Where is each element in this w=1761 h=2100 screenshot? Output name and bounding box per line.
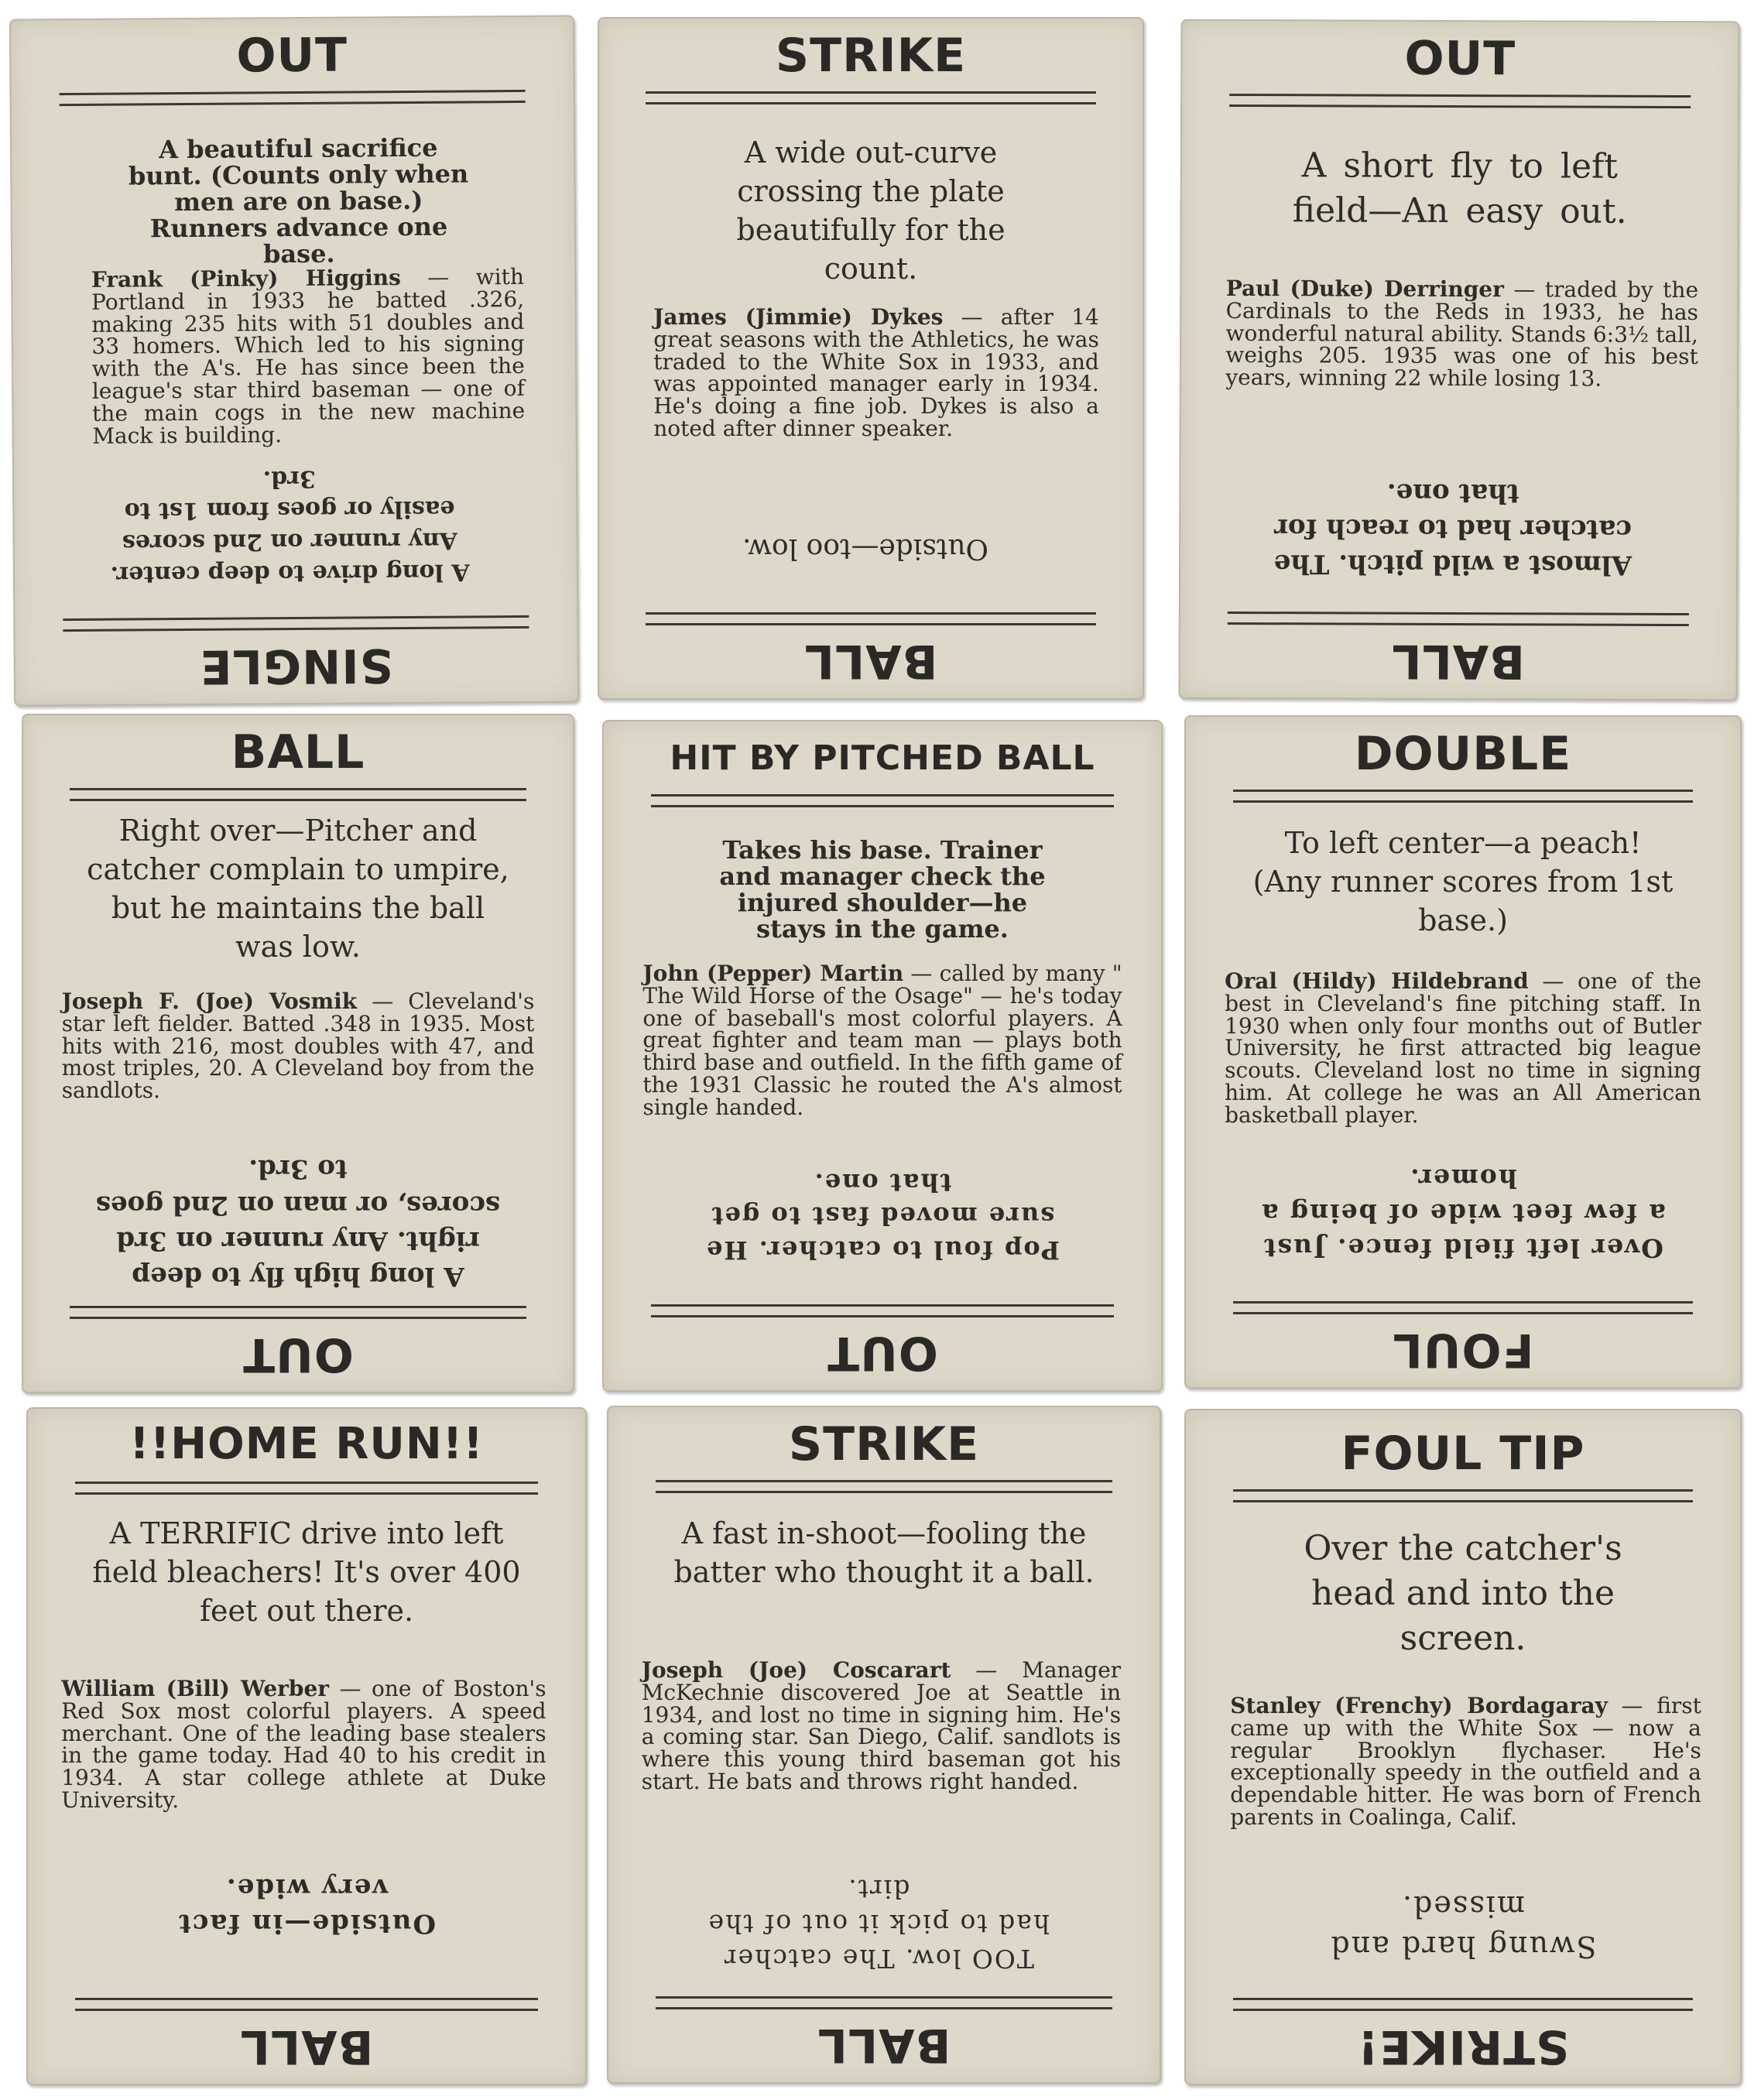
player-bio-text: — Manager McKechnie discovered Joe at Seattle in 1934, and lost no time in signing him. He's a coming star. San Diego, Calif. sandlots is where this young third baseman got his start. He bats and throws right handed. — [641, 1657, 1122, 1795]
player-bio-text: — one of Boston's Red Sox most colorful players. A speed merchant. One of the leading base stealers in the game today. Had 40 to his credit in 1934. A star college athlete at Duke University. — [61, 1676, 546, 1814]
card-coscarart — [607, 1406, 1161, 2084]
card-description: A fast in-shoot—fooling the batter who thought it a ball. — [673, 1516, 1095, 1590]
card-result-top: BALL — [231, 725, 365, 779]
card-bottom-half — [1186, 1747, 1740, 2084]
card-description: A beautiful sacrifice bunt. (Counts only when men are on base.) Runners advance one base. — [128, 132, 469, 269]
player-bio-text: — one of the best in Cleveland's fine pitching staff. In 1930 when only four months out of Butler University, he first attracted big league scouts. Cleveland lost no time in signing him. At college he was an All American basketball player. — [1225, 968, 1701, 1128]
card-description: To left center—a peach! (Any runner scores from 1st base.) — [1252, 826, 1674, 938]
player-name: James (Jimmie) Dykes — [653, 304, 944, 330]
card-bottom-half — [28, 1746, 585, 2084]
card-bottom-half — [599, 358, 1143, 698]
card-result-bottom: STRIKE! — [1356, 2019, 1570, 2074]
card-bottom-half — [13, 358, 577, 704]
player-name: Stanley (Frenchy) Bordagaray — [1230, 1693, 1608, 1718]
divider-rule — [1229, 94, 1691, 108]
player-bio-text: — traded by the Cardinals to the Reds in 1933, he has wonderful natural ability. Stands 6:3½ tall, weighs 205. 1935 was one of his best years, winning 22 while losing 13. — [1225, 276, 1699, 392]
card-result-top: OUT — [1404, 31, 1516, 87]
card-bordagaray — [1184, 1409, 1742, 2085]
divider-rule — [1233, 790, 1693, 803]
card-bottom-half — [1186, 1052, 1740, 1387]
player-name: William (Bill) Werber — [61, 1676, 330, 1701]
card-result-top: FOUL TIP — [1341, 1427, 1585, 1481]
player-name: Frank (Pinky) Higgins — [91, 265, 401, 293]
divider-rule — [656, 1480, 1113, 1493]
divider-rule — [1233, 1301, 1693, 1314]
bottom-description: Outside—in fact very wide. — [176, 1872, 437, 1939]
player-name: John (Pepper) Martin — [642, 961, 904, 986]
card-higgins — [9, 15, 579, 706]
card-result-top: STRIKE — [775, 29, 967, 83]
card-bottom-half — [1180, 359, 1737, 700]
divider-rule — [1228, 612, 1689, 626]
divider-rule — [63, 615, 529, 632]
card-derringer — [1178, 19, 1739, 701]
divider-rule — [70, 788, 526, 801]
card-bottom-half — [23, 1053, 573, 1392]
bottom-description: Swung hard and missed. — [1329, 1889, 1597, 1964]
bottom-description: Outside—too low. — [742, 533, 988, 564]
card-description: A TERRIFIC drive into left field bleachers! It's over 400 feet out there. — [92, 1516, 521, 1629]
card-result-top: HIT BY PITCHED BALL — [670, 738, 1095, 778]
bottom-description: TOO low. The catcher had to pick it out of the dirt. — [707, 1874, 1050, 1974]
card-result-top: STRIKE — [788, 1417, 980, 1471]
bottom-description: Almost a wild pitch. The catcher had to reach for that one. — [1273, 477, 1633, 581]
card-martin — [602, 720, 1163, 1392]
bottom-description: A long high fly to deep right. Any runner on 3rd scores, or man on 2nd goes to 3rd. — [95, 1153, 501, 1292]
card-result-bottom: OUT — [242, 1327, 354, 1382]
divider-rule — [59, 90, 526, 106]
player-bio-text: — called by many " The Wild Horse of the Osage" — he's today one of baseball's most colorful players. A great fighter and team man — plays both third base and outfield. In the fifth game of the 1931 Classic he routed the A's almost single handed. — [642, 961, 1122, 1120]
divider-rule — [1233, 1998, 1693, 2011]
card-hildebrand — [1184, 715, 1742, 1389]
card-vosmik — [22, 714, 574, 1393]
card-description: A wide out-curve crossing the plate beautifully for the count. — [736, 135, 1006, 286]
card-description: Over the catcher's head and into the screen. — [1304, 1529, 1622, 1659]
card-result-bottom: BALL — [817, 2018, 951, 2072]
card-description: Right over—Pitcher and catcher complain to umpire, but he maintains the ball was low. — [87, 814, 509, 964]
card-result-bottom: BALL — [1391, 633, 1526, 689]
divider-rule — [1233, 1489, 1693, 1502]
player-bio-text: — after 14 great seasons with the Athletics, he was traded to the White Sox in 1933, and was appointed manager early in 1934. He's doing a fine job. Dykes is also a noted after dinner speaker. — [653, 304, 1099, 442]
player-name: Joseph (Joe) Coscarart — [641, 1657, 951, 1683]
card-result-bottom: OUT — [827, 1326, 938, 1380]
bottom-description: Over left field fence. Just a few feet wide of being a homer. — [1260, 1163, 1666, 1263]
card-description: A short fly to left field—An easy out. — [1292, 146, 1627, 231]
card-result-bottom: FOUL — [1392, 1323, 1534, 1377]
card-result-top: OUT — [236, 28, 348, 84]
card-werber — [26, 1407, 587, 2085]
card-result-bottom: BALL — [803, 634, 938, 688]
player-name: Joseph F. (Joe) Vosmik — [61, 988, 358, 1014]
divider-rule — [656, 1996, 1113, 2009]
divider-rule — [70, 1306, 526, 1319]
player-bio-text: — with Portland in 1933 he batted .326, making 235 hits with 51 doubles and 33 homers. Which led to his signing with the A's. He has since been the league's star third baseman — one of the main cogs in the new machine Mack is building. — [91, 263, 526, 449]
divider-rule — [646, 91, 1097, 104]
card-description: Takes his base. Trainer and manager check the injured shoulder—he stays in the game. — [719, 835, 1046, 944]
divider-rule — [651, 794, 1114, 807]
card-dykes — [598, 17, 1144, 700]
card-bottom-half — [608, 1745, 1160, 2082]
player-bio-text: — Cleveland's star left fielder. Batted .348 in 1935. Most hits with 216, most doubles with 47, and most triples, 20. A Cleveland boy from the sandlots. — [61, 988, 535, 1104]
card-result-bottom: BALL — [239, 2019, 374, 2074]
bottom-description: Pop foul to catcher. He sure moved fast to get that one. — [705, 1167, 1060, 1265]
card-result-top: DOUBLE — [1354, 727, 1572, 781]
divider-rule — [75, 1998, 538, 2011]
card-result-bottom: SINGLE — [199, 638, 394, 694]
divider-rule — [651, 1304, 1114, 1317]
player-name: Paul (Duke) Derringer — [1225, 275, 1504, 303]
card-result-top: !!HOME RUN!! — [129, 1419, 484, 1469]
card-bottom-half — [604, 1056, 1161, 1390]
divider-rule — [75, 1482, 538, 1495]
player-bio-text: — first came up with the White Sox — now a regular Brooklyn flychaser. He's exceptionally speedy in the outfield and a dependable hitter. He was born of French parents in Coalinga, Calif. — [1230, 1693, 1701, 1831]
bottom-description: A long drive to deep center. Any runner on 2nd scores easily or goes from 1st to 3rd. — [110, 464, 470, 588]
divider-rule — [646, 612, 1097, 625]
player-name: Oral (Hildy) Hildebrand — [1225, 968, 1529, 994]
